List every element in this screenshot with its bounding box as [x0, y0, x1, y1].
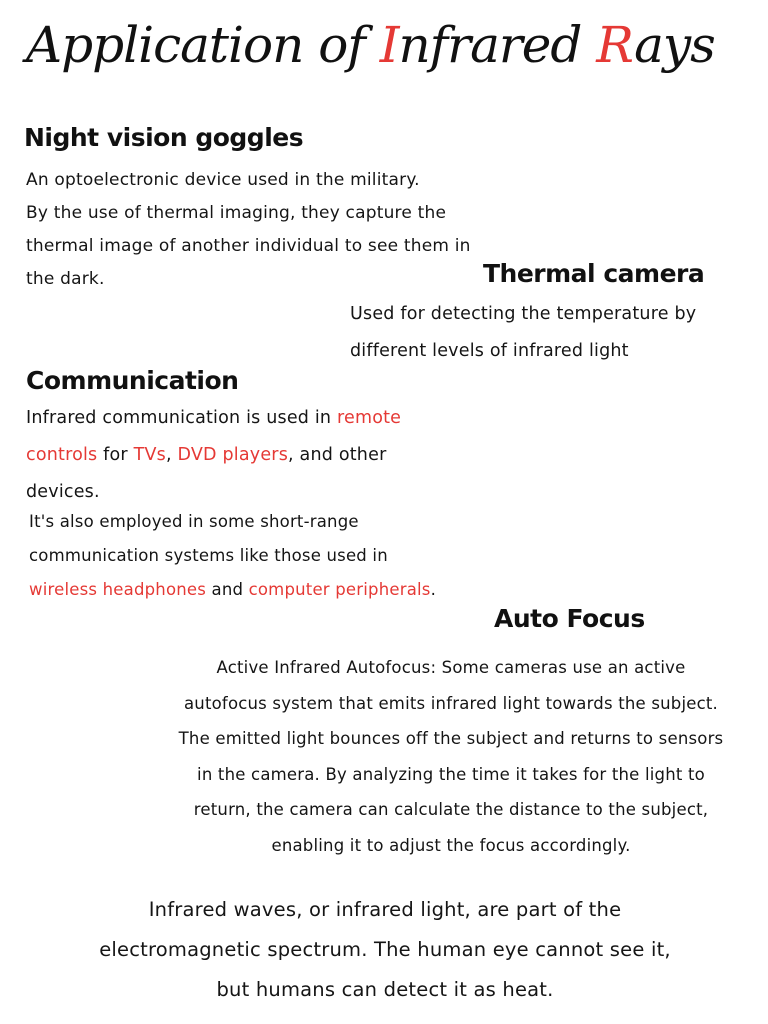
communication-line-3: devices.	[26, 482, 100, 502]
wireless-headphones-link-text: wireless headphones	[29, 580, 207, 599]
communication-text-segment: , and other	[288, 445, 387, 465]
title-part-3: ays	[634, 16, 715, 74]
auto-focus-line: The emitted light bounces off the subject and returns to sensors	[178, 729, 724, 748]
page-title	[26, 10, 746, 80]
thermal-camera-text	[350, 296, 696, 370]
night-vision-line: thermal image of another individual to see them in	[26, 236, 471, 256]
night-vision-line: the dark.	[26, 269, 105, 289]
communication-text-segment: ,	[165, 445, 178, 465]
controls-link-text: controls	[26, 445, 98, 465]
communication-line-1	[26, 400, 436, 437]
computer-peripherals-link-text: computer peripherals	[248, 580, 431, 599]
footer-line: but humans can detect it as heat.	[216, 978, 554, 1001]
night-vision-text	[26, 164, 471, 296]
communication-text	[26, 400, 436, 607]
night-vision-heading: Night vision goggles	[24, 123, 304, 152]
communication-line-2	[26, 437, 436, 474]
footer-line: electromagnetic spectrum. The human eye cannot see it,	[99, 938, 671, 961]
auto-focus-line: enabling it to adjust the focus accordingly.	[271, 835, 631, 855]
remote-link-text: remote	[336, 408, 402, 428]
night-vision-line: An optoelectronic device used in the military.	[26, 170, 420, 190]
thermal-camera-line: different levels of infrared light	[350, 341, 629, 361]
communication-text-segment: .	[430, 580, 437, 599]
communication-line-4: It's also employed in some short-range	[29, 512, 359, 531]
auto-focus-line: return, the camera can calculate the distance to the subject,	[193, 800, 709, 819]
title-letter-r: R	[596, 16, 635, 74]
auto-focus-line: Active Infrared Autofocus: Some cameras use an active	[216, 658, 686, 677]
title-part-1: Application of	[26, 16, 380, 74]
footer-line: Infrared waves, or infrared light, are part of the	[148, 898, 622, 921]
thermal-camera-heading: Thermal camera	[483, 259, 705, 288]
footer-paragraph	[40, 890, 730, 1010]
thermal-camera-line: Used for detecting the temperature by	[350, 304, 697, 324]
dvd-players-link-text: DVD players	[177, 445, 289, 465]
communication-text-segment: for	[97, 445, 134, 465]
communication-text-segment: and	[206, 580, 249, 599]
auto-focus-line: autofocus system that emits infrared light towards the subject.	[184, 693, 718, 713]
communication-line-5: communication systems like those used in	[29, 546, 388, 565]
title-letter-i: I	[379, 16, 399, 74]
night-vision-line: By the use of thermal imaging, they capture the	[26, 203, 447, 223]
tvs-link-text: TVs	[133, 445, 166, 465]
auto-focus-text	[148, 650, 754, 863]
communication-heading: Communication	[26, 366, 239, 395]
auto-focus-heading: Auto Focus	[494, 604, 645, 633]
title-part-2: nfrared	[398, 16, 597, 74]
communication-line-6	[26, 573, 436, 607]
communication-text-segment: Infrared communication is used in	[26, 408, 337, 428]
auto-focus-line: in the camera. By analyzing the time it takes for the light to	[197, 764, 705, 784]
